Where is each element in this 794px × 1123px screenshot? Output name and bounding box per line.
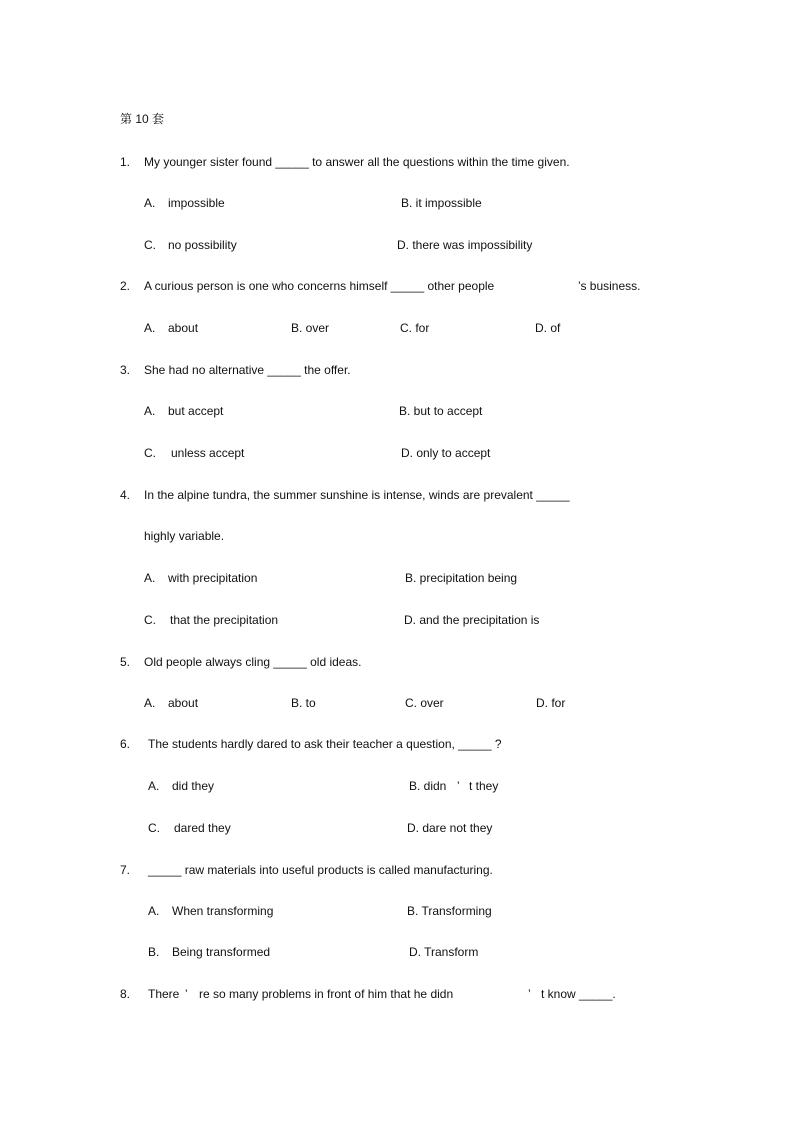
question-text: Old people always cling _____ old ideas. [144, 655, 362, 669]
question-text: _____ raw materials into useful products is called manufacturing. [148, 863, 493, 877]
option-d: D. there was impossibility [397, 238, 533, 252]
option-d: D. dare not they [407, 821, 493, 835]
option-letter: C. [144, 238, 156, 252]
question-text-continued: highly variable. [144, 529, 225, 543]
option-b: B. but to accept [399, 404, 483, 418]
option-d: D. and the precipitation is [404, 613, 540, 627]
option-c: C. over [405, 696, 444, 710]
question-number: 2. [120, 279, 131, 293]
option-d: D. only to accept [401, 446, 491, 460]
page-title: 第 10 套 [120, 112, 165, 126]
question-text: My younger sister found _____ to answer all the questions within the time given. [144, 155, 570, 169]
question-text: The students hardly dared to ask their teacher a question, _____ ? [148, 737, 502, 751]
option-d: D. for [536, 696, 566, 710]
question-number: 1. [120, 155, 131, 169]
option-d: D. Transform [409, 945, 479, 959]
option-letter: C. [144, 446, 156, 460]
option-c: unless accept [171, 446, 245, 460]
option-letter: A. [148, 779, 160, 793]
question-text: re so many problems in front of him that he didn [199, 987, 454, 1001]
apostrophe: ’ [528, 987, 531, 1001]
option-letter: B. [148, 945, 160, 959]
option-a: impossible [168, 196, 225, 210]
option-b: B. over [291, 321, 330, 335]
option-letter: A. [144, 321, 156, 335]
question-number: 7. [120, 863, 131, 877]
option-letter: C. [148, 821, 160, 835]
option-a: but accept [168, 404, 224, 418]
option-c: that the precipitation [170, 613, 279, 627]
option-b: B. precipitation being [405, 571, 518, 585]
option-letter: A. [148, 904, 160, 918]
option-letter: C. [144, 613, 156, 627]
question-text: t know _____. [541, 987, 616, 1001]
option-b-continued: t they [469, 779, 499, 793]
option-c: Being transformed [172, 945, 271, 959]
question-text: In the alpine tundra, the summer sunshine is intense, winds are prevalent _____ [144, 488, 570, 502]
option-b: B. didn [409, 779, 447, 793]
option-b: B. it impossible [401, 196, 482, 210]
question-text: There [148, 987, 180, 1001]
option-letter: A. [144, 571, 156, 585]
question-text: She had no alternative _____ the offer. [144, 363, 351, 377]
option-letter: A. [144, 696, 156, 710]
apostrophe: ’ [185, 987, 188, 1001]
question-number: 4. [120, 488, 131, 502]
question-text: A curious person is one who concerns himself _____ other people [144, 279, 495, 293]
option-a: with precipitation [168, 571, 258, 585]
option-letter: A. [144, 196, 156, 210]
question-number: 6. [120, 737, 131, 751]
option-d: D. of [535, 321, 561, 335]
option-a: did they [172, 779, 215, 793]
option-b: B. to [291, 696, 316, 710]
option-a: about [168, 696, 199, 710]
question-number: 5. [120, 655, 131, 669]
option-c: C. for [400, 321, 430, 335]
option-b-apostrophe: ’ [457, 779, 460, 793]
option-b: B. Transforming [407, 904, 492, 918]
option-c: dared they [174, 821, 231, 835]
option-a: about [168, 321, 199, 335]
question-text-continued: ’s business. [578, 279, 641, 293]
question-number: 8. [120, 987, 131, 1001]
option-c: no possibility [168, 238, 237, 252]
option-letter: A. [144, 404, 156, 418]
option-a: When transforming [172, 904, 274, 918]
question-number: 3. [120, 363, 131, 377]
